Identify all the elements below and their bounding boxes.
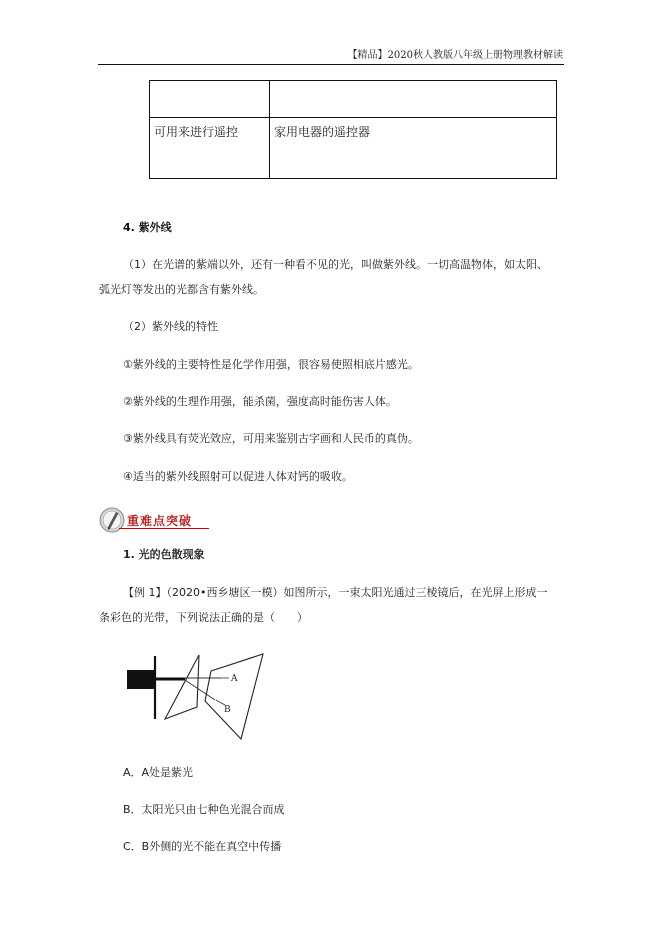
- prism-diagram: [127, 651, 269, 741]
- section-banner: [99, 506, 209, 534]
- banner-title: 重难点突破: [127, 514, 193, 528]
- list-item: ①紫外线的主要特性是化学作用强，很容易使照相底片感光。: [123, 358, 419, 371]
- example-text: 【例 1】（2020•西乡塘区一模）如图所示，一束太阳光通过三棱镜后，在光屏上形成一: [123, 586, 548, 599]
- header-rule: [98, 64, 564, 65]
- option-a: A．A处是紫光: [123, 766, 194, 779]
- ray: [185, 680, 215, 700]
- paragraph-line: 弧光灯等发出的光都含有紫外线。: [99, 283, 264, 296]
- list-item: ③紫外线具有荧光效应，可用来鉴别古字画和人民币的真伪。: [123, 432, 419, 445]
- section-heading-dispersion: 1. 光的色散现象: [123, 548, 205, 561]
- label-b: B: [224, 705, 231, 715]
- light-source: [127, 670, 155, 689]
- label-a: A: [231, 674, 238, 684]
- paragraph-line: （1）在光谱的紫端以外，还有一种看不见的光，叫做紫外线。一切高温物体，如太阳、: [123, 258, 548, 271]
- pen-icon: [99, 506, 127, 534]
- screen: [205, 654, 263, 739]
- prism: [165, 655, 199, 719]
- option-c: C．B外侧的光不能在真空中传播: [123, 840, 282, 853]
- table-cell: [150, 81, 270, 118]
- example-text: 条彩色的光带，下列说法正确的是（ ）: [99, 611, 308, 624]
- properties-table: [149, 80, 557, 179]
- option-b: B．太阳光只由七种色光混合而成: [123, 803, 285, 816]
- list-item: ②紫外线的生理作用强，能杀菌，强度高时能伤害人体。: [123, 395, 397, 408]
- subheading-properties: （2）紫外线的特性: [123, 320, 218, 333]
- table-cell: 家用电器的遥控器: [270, 118, 557, 179]
- table-row: [150, 118, 557, 179]
- page-header: 【精品】2020秋人教版八年级上册物理教材解读: [347, 50, 563, 61]
- list-item: ④适当的紫外线照射可以促进人体对钙的吸收。: [123, 470, 353, 483]
- table-cell: 可用来进行遥控: [150, 118, 270, 179]
- table-cell: [270, 81, 557, 118]
- section-heading-ultraviolet: 4. 紫外线: [123, 221, 172, 234]
- table-row: [150, 81, 557, 118]
